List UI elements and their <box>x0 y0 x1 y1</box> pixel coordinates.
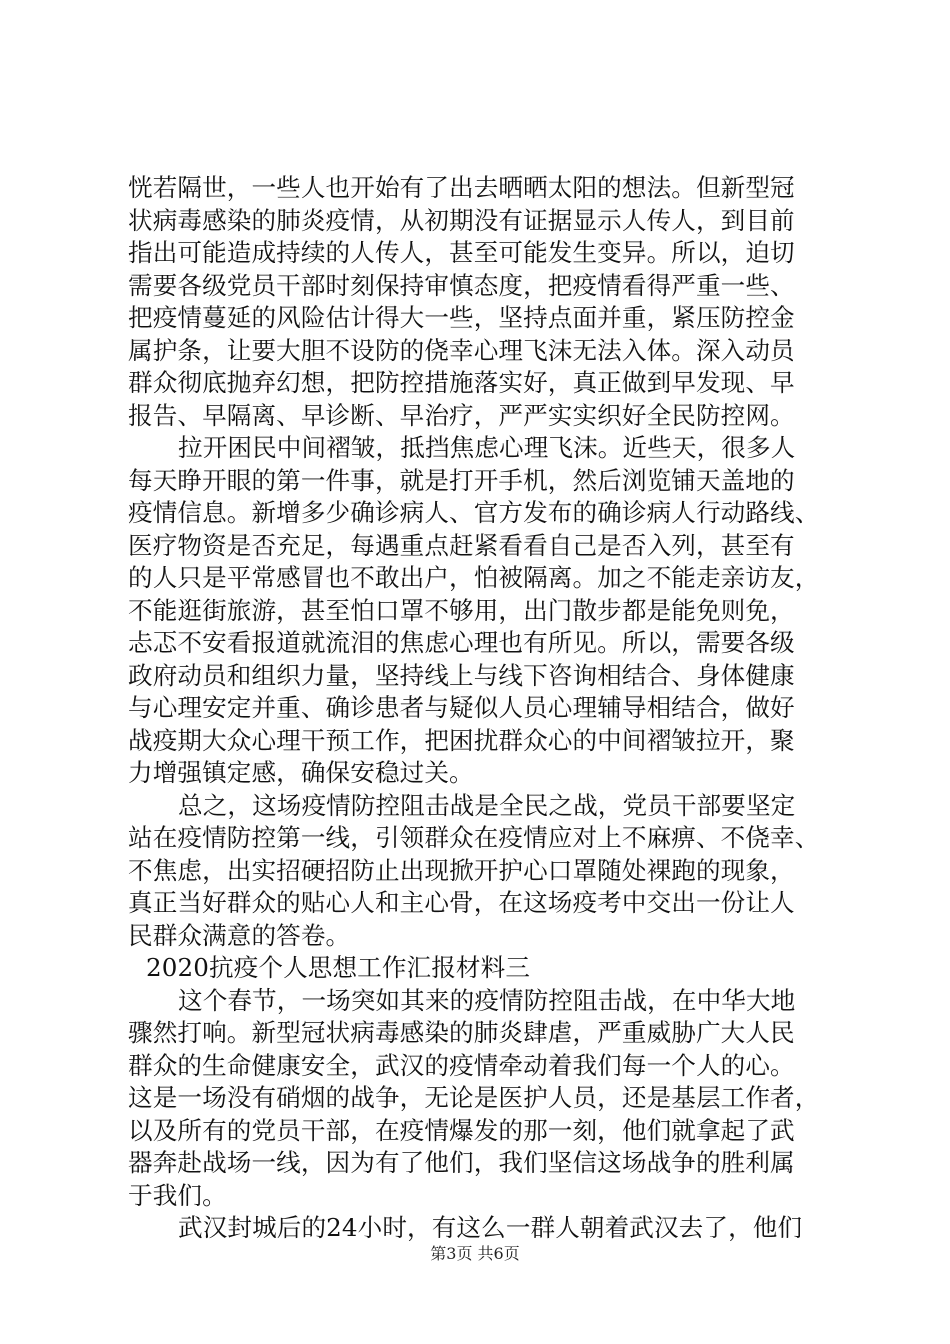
text-line: 的人只是平常感冒也不敢出户，怕被隔离。加之不能走亲访友， <box>128 563 820 592</box>
text-line: 以及所有的党员干部，在疫情爆发的那一刻，他们就拿起了武 <box>128 1115 795 1145</box>
document-body <box>128 172 840 1245</box>
text-line: 总之，这场疫情防控阻击战是全民之战，党员干部要坚定 <box>178 790 796 820</box>
text-line: 忐忑不安看报道就流泪的焦虑心理也有所见。所以，需要各级 <box>128 628 795 657</box>
text-line: 器奔赴战场一线，因为有了他们，我们坚信这场战争的胜利属 <box>128 1148 795 1177</box>
section-heading: 2020抗疫个人思想工作汇报材料三 <box>146 953 531 982</box>
text-line: 指出可能造成持续的人传人，甚至可能发生变异。所以，迫切 <box>128 238 795 267</box>
text-line: 骤然打响。新型冠状病毒感染的肺炎肆虐，严重威胁广大人民 <box>128 1018 795 1047</box>
text-line: 状病毒感染的肺炎疫情，从初期没有证据显示人传人，到目前 <box>128 205 795 235</box>
text-line: 报告、早隔离、早诊断、早治疗，严严实实织好全民防控网。 <box>128 400 795 430</box>
text-line: 力增强镇定感，确保安稳过关。 <box>128 758 474 787</box>
text-line: 这是一场没有硝烟的战争，无论是医护人员，还是基层工作者， <box>128 1083 820 1112</box>
text-line: 真正当好群众的贴心人和主心骨，在这场疫考中交出一份让人 <box>128 888 795 917</box>
text-line: 不能逛街旅游，甚至怕口罩不够用，出门散步都是能免则免， <box>128 595 795 625</box>
text-line: 把疫情蔓延的风险估计得大一些，坚持点面并重，紧压防控金 <box>128 303 795 332</box>
text-line: 恍若隔世，一些人也开始有了出去晒晒太阳的想法。但新型冠 <box>128 173 795 202</box>
text-line: 拉开困民中间褶皱，抵挡焦虑心理飞沫。近些天，很多人 <box>178 433 796 462</box>
text-line: 每天睁开眼的第一件事，就是打开手机，然后浏览铺天盖地的 <box>128 465 795 495</box>
text-line: 医疗物资是否充足，每遇重点赶紧看看自己是否入列，甚至有 <box>128 530 795 560</box>
text-line: 这个春节，一场突如其来的疫情防控阻击战，在中华大地 <box>178 985 796 1015</box>
text-line: 需要各级党员干部时刻保持审慎态度，把疫情看得严重一些、 <box>128 270 795 300</box>
text-line: 不焦虑，出实招硬招防止出现掀开护心口罩随处裸跑的现象， <box>128 855 795 885</box>
text-line: 与心理安定并重、确诊患者与疑似人员心理辅导相结合，做好 <box>128 693 795 722</box>
text-line: 群众的生命健康安全，武汉的疫情牵动着我们每一个人的心。 <box>128 1050 795 1080</box>
text-line: 政府动员和组织力量，坚持线上与线下咨询相结合、身体健康 <box>128 660 795 690</box>
text-line: 疫情信息。新增多少确诊病人、官方发布的确诊病人行动路线、 <box>128 498 820 527</box>
text-line: 于我们。 <box>128 1180 227 1210</box>
text-line: 站在疫情防控第一线，引领群众在疫情应对上不麻痹、不侥幸、 <box>128 823 820 852</box>
text-line: 民群众满意的答卷。 <box>128 920 351 950</box>
text-line: 武汉封城后的24小时，有这么一群人朝着武汉去了，他们 <box>178 1213 803 1242</box>
text-line: 战疫期大众心理干预工作，把困扰群众心的中间褶皱拉开，聚 <box>128 725 795 755</box>
text-line: 属护条，让要大胆不设防的侥幸心理飞沫无法入体。深入动员 <box>128 335 795 365</box>
text-line: 群众彻底抛弃幻想，把防控措施落实好，真正做到早发现、早 <box>128 368 795 397</box>
page-footer: 第3页 共6页 <box>430 1244 520 1263</box>
